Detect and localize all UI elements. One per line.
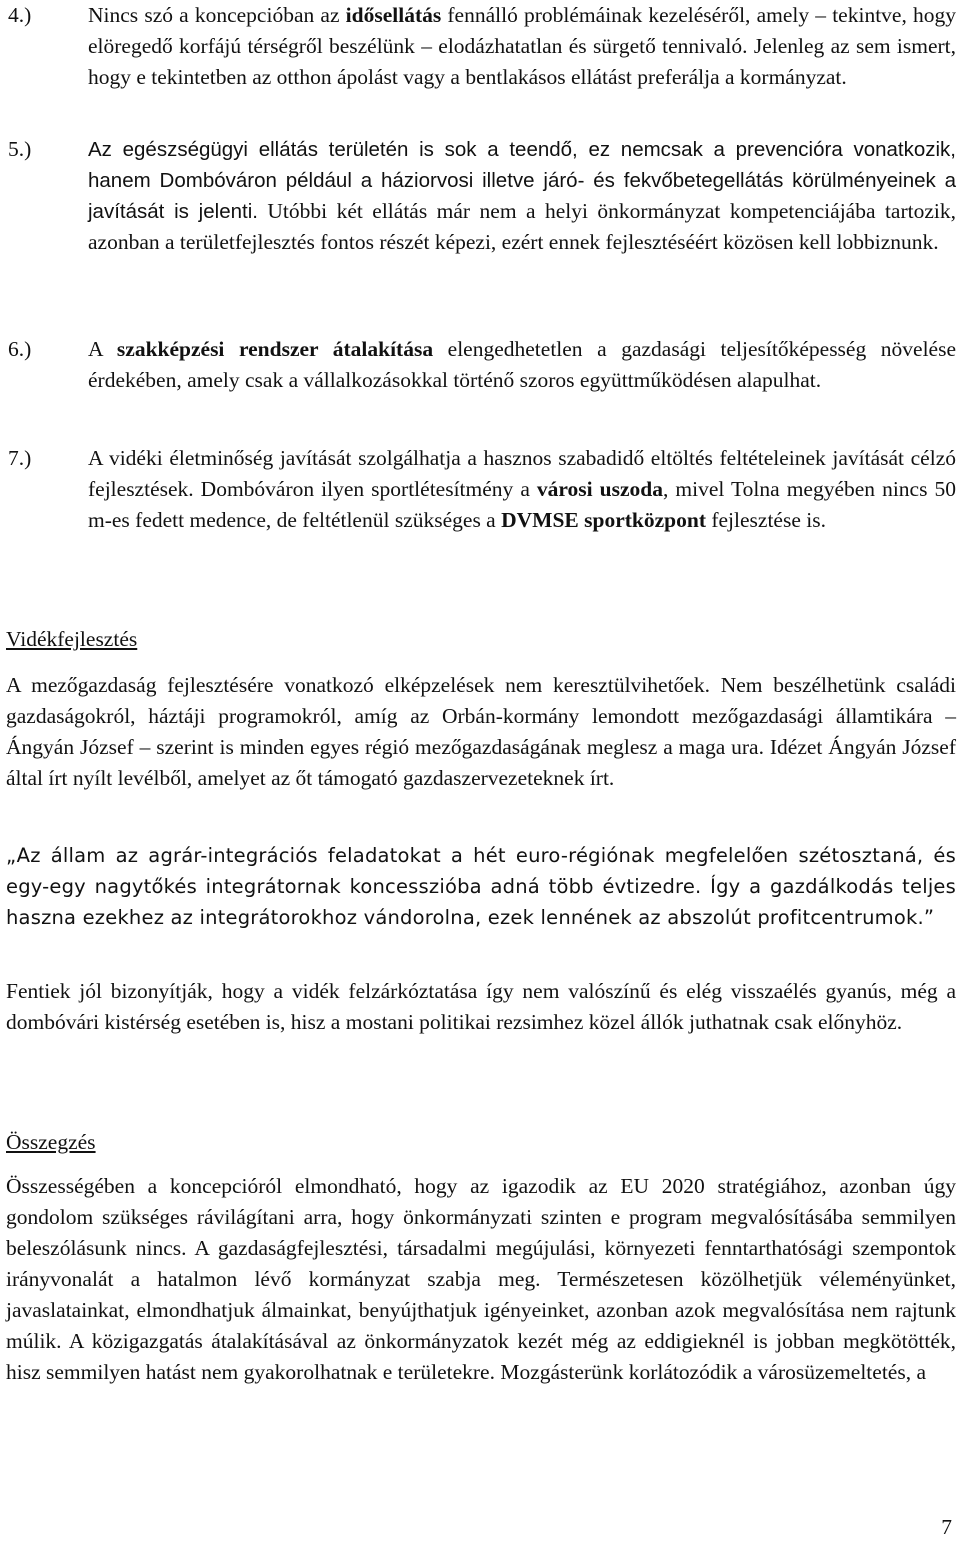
list-item-6 xyxy=(8,334,956,396)
text-run: Utóbbi két ellátás már nem a helyi önkormányzat kompetenciájába tartozik, azonban a területfejlesztés fontos részét képezi, ezért ennek fejlesztéséért közösen kell lobbiznunk. xyxy=(88,199,956,254)
list-item-number: 5.) xyxy=(8,137,32,161)
emphasis-vocational-training: szakképzési rendszer átalakítása xyxy=(116,337,434,361)
emphasis-city-pool: városi uszoda xyxy=(536,477,664,501)
list-item-number: 6.) xyxy=(8,337,32,361)
section-heading-summary: Összegzés xyxy=(6,1130,96,1154)
paragraph-summary: Összességében a koncepcióról elmondható, hogy az igazodik az EU 2020 stratégiához, azonban úgy gondolom szükséges rávilágítani arra, hogy önkormányzati szinten e program megvalósításába semmilyen beleszólásunk nincs. A gazdaságfejlesztési, társadalmi megújulási, környezeti fenntarthatósági szempontok irányvonalát a hatalmon lévő kormányzat szabja meg. Természetesen közölhetjük véleményünket, javaslatainkat, elmondhatjuk álmainkat, benyújthatjuk igényeinket, azonban azok megvalósítása nem rajtunk múlik. A közigazgatás átalakításával az önkormányzatok kezét még az eddigieknél is jobban megkötötték, hisz semmilyen hatást nem gyakorolhatnak e területekre. Mozgásterünk korlátozódik a városüzemeltetés, a xyxy=(6,1174,956,1384)
quotation: „Az állam az agrár-integrációs feladatokat a hét euro-régiónak megfelelően szétosztaná, és egy-egy nagytőkés integrátornak koncesszióba adná több évtizedre. Így a gazdálkodás teljes haszna ezekhez az integrátorokhoz vándorolna, ezek lennének az abszolút profitcentrumok.” xyxy=(6,844,956,929)
list-item-text xyxy=(88,443,956,536)
text-run: fennálló problémáinak kezeléséről, amely – tekintve, hogy elöregedő korfájú térségről beszélünk – elodázhatatlan és sürgető tennivaló. Jelenleg az sem ismert, hogy e tekintetben az otthon ápolást vagy a bentlakásos ellátást preferálja a kormányzat. xyxy=(88,3,956,89)
list-item-7 xyxy=(8,443,956,536)
list-item-4 xyxy=(8,0,956,93)
text-run: A xyxy=(88,337,117,361)
page-number: 7 xyxy=(941,1515,952,1539)
paragraph-conclusion-rural: Fentiek jól bizonyítják, hogy a vidék felzárkóztatása így nem valószínű és elég visszaélés gyanús, még a dombóvári kistérség esetében is, hisz a mostani politikai rezsimhez közel állók juthatnak csak előnyhöz. xyxy=(6,979,956,1034)
emphasis-sports-center: DVMSE sportközpont xyxy=(501,508,706,532)
paragraph-agriculture: A mezőgazdaság fejlesztésére vonatkozó elképzelések nem keresztülvihetőek. Nem beszélhetünk családi gazdaságokról, háztáji programokról, amíg az Orbán-kormány lemondott mezőgazdasági államtikára – Ángyán József – szerint is minden egyes régió mezőgazdaságának meglesz a maga ura. Idézet Ángyán József által írt nyílt levélből, amelyet az őt támogató gazdaszervezeteknek írt. xyxy=(6,673,956,790)
list-item-number: 4.) xyxy=(8,3,32,27)
list-item-text xyxy=(88,334,956,396)
list-item-5 xyxy=(8,134,956,258)
list-item-text xyxy=(88,0,956,93)
list-item-text xyxy=(88,134,956,258)
text-run: fejlesztése is. xyxy=(705,508,826,532)
text-run: elengedhetetlen a gazdasági teljesítőképesség növelése érdekében, amely csak a vállalkozásokkal történő szoros együttműködésen alapulhat. xyxy=(88,337,957,392)
text-run: Nincs szó a koncepcióban az xyxy=(88,3,346,27)
text-run: A vidéki életminőség javítását szolgálhatja a hasznos szabadidő eltöltés feltételeinek javítását célzó fejlesztések. Dombóváron ilyen sportlétesítmény a xyxy=(88,446,956,501)
text-run-sans: Az egészségügyi ellátás területén is sok a teendő, ez nemcsak a prevencióra vonatkozik, hanem Dombóváron például a háziorvosi illetve járó- és fekvőbetegellátás körülményeinek a javítását is jelenti. xyxy=(88,138,956,223)
list-item-number: 7.) xyxy=(8,446,32,470)
section-heading-rural-development: Vidékfejlesztés xyxy=(6,627,138,651)
emphasis-elderly-care: idősellátás xyxy=(345,3,442,27)
text-run: , mivel Tolna megyében nincs 50 m-es fedett medence, de feltétlenül szükséges a xyxy=(88,477,956,532)
